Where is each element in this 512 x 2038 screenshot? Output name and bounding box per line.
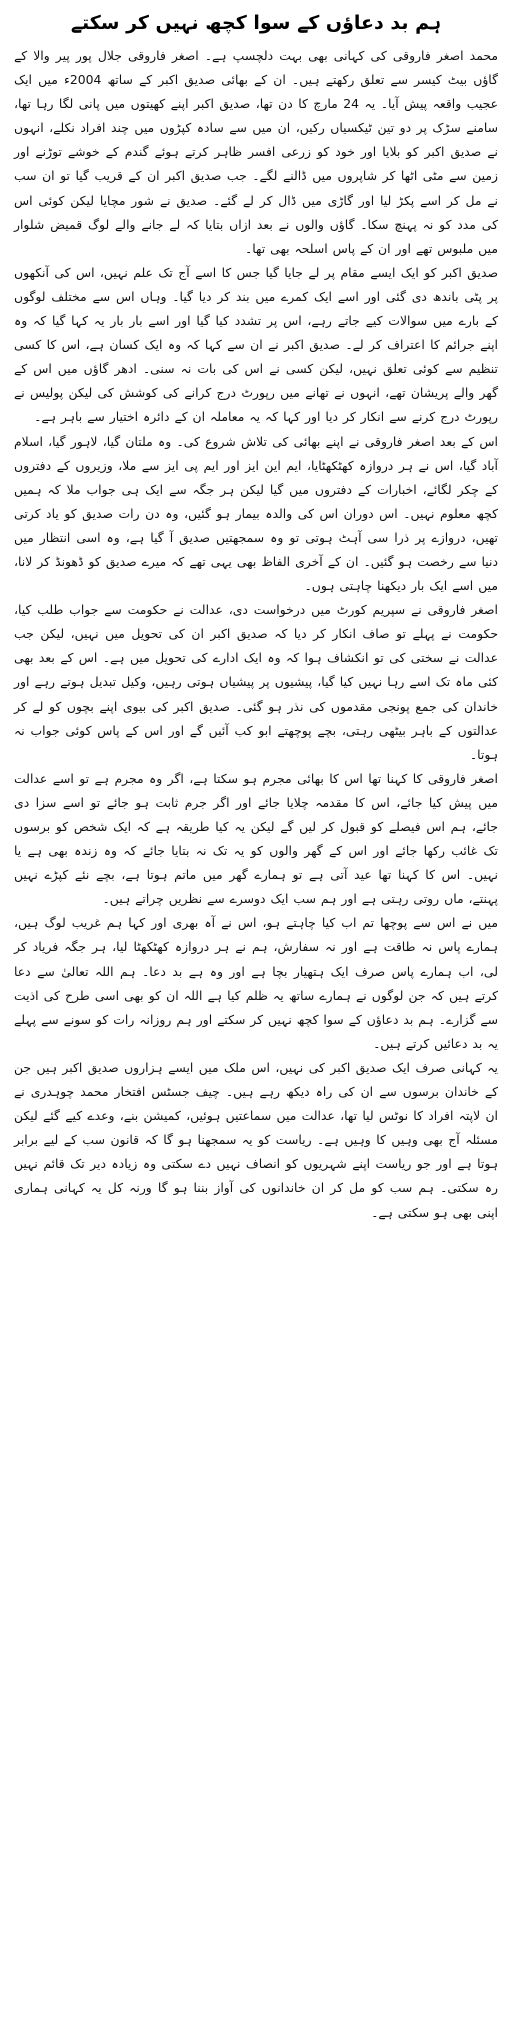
article-paragraph: میں نے اس سے پوچھا تم اب کیا چاہتے ہو، اس نے آہ بھری اور کہا ہم غریب لوگ ہیں، ہمارے پاس نہ طاقت ہے اور نہ سفارش، ہم نے ہر دروازہ کھٹکھٹا لیا، ہر جگہ فریاد کر لی، اب ہمارے پاس صرف ایک ہتھیار بچا ہے اور وہ ہے بد دعا۔ ہم اللہ تعالیٰ سے دعا کرتے ہیں کہ جن لوگوں نے ہمارے ساتھ یہ ظلم کیا ہے اللہ ان کو بھی اسی طرح کی اذیت سے گزارے۔ ہم بد دعاؤں کے سوا کچھ نہیں کر سکتے اور ہم روزانہ رات کو سونے سے پہلے یہ بد دعائیں کرتے ہیں۔ <box>13 915 498 1051</box>
article-paragraph: اصغر فاروقی کا کہنا تھا اس کا بھائی مجرم ہو سکتا ہے، اگر وہ مجرم ہے تو اسے عدالت میں پیش کیا جائے، اس کا مقدمہ چلایا جائے اور اگر جرم ثابت ہو جائے تو اسے سزا دی جائے، ہم اس فیصلے کو قبول کر لیں گے لیکن یہ کیا طریقہ ہے کہ ایک شخص کو برسوں تک غائب رکھا جائے اور اس کے گھر والوں کو یہ تک نہ بتایا جائے کہ وہ زندہ بھی ہے یا نہیں۔ اس کا کہنا تھا عید آتی ہے تو ہمارے گھر میں ماتم ہوتا ہے، بچے نئے کپڑے نہیں پہنتے، ماں روتی رہتی ہے اور ہم سب ایک دوسرے سے نظریں چراتے ہیں۔ <box>14 770 498 907</box>
article-paragraph: اصغر فاروقی نے سپریم کورٹ میں درخواست دی، عدالت نے حکومت سے جواب طلب کیا، حکومت نے پہلے تو صاف انکار کر دیا کہ صدیق اکبر ان کی تحویل میں نہیں، لیکن جب عدالت نے سختی کی تو انکشاف ہوا کہ وہ ایک ادارے کی تحویل میں ہے۔ اس کے بعد بھی کئی ماہ تک اسے رہا نہیں کیا گیا، پیشیوں پر پیشیاں ہوتی رہیں، وکیل تبدیل ہوتے رہے اور خاندان کی جمع پونجی مقدموں کی نذر ہو گئی۔ صدیق اکبر کی بیوی اپنے بچوں کو لے کر عدالتوں کے باہر بیٹھی رہتی، بچے پوچھتے ابو کب آئیں گے اور اس کے پاس کوئی جواب نہ ہوتا۔ <box>14 602 498 762</box>
article-paragraph: یہ کہانی صرف ایک صدیق اکبر کی نہیں، اس ملک میں ایسے ہزاروں صدیق اکبر ہیں جن کے خاندان برسوں سے ان کی راہ دیکھ رہے ہیں۔ چیف جسٹس افتخار محمد چوہدری نے ان لاپتہ افراد کا نوٹس لیا تھا، عدالت میں سماعتیں ہوئیں، کمیشن بنے، وعدے کیے گئے لیکن مسئلہ آج بھی وہیں کا وہیں ہے۔ ریاست کو یہ سمجھنا ہو گا کہ قانون سب کے لیے برابر ہوتا ہے اور جو ریاست اپنے شہریوں کو انصاف نہیں دے سکتی وہ زیادہ دیر تک قائم نہیں رہ سکتی۔ ہم سب کو مل کر ان خاندانوں کی آواز بننا ہو گا ورنہ کل یہ کہانی ہماری اپنی بھی ہو سکتی ہے۔ <box>14 1059 498 1220</box>
article-paragraph: صدیق اکبر کو ایک ایسے مقام پر لے جایا گیا جس کا اسے آج تک علم نہیں، اس کی آنکھوں پر پٹی باندھ دی گئی اور اسے ایک کمرے میں بند کر دیا گیا۔ وہاں اس سے مختلف لوگوں کے بارے میں سوالات کیے جاتے رہے، اس پر تشدد کیا گیا اور اسے بار بار یہ کہا گیا کہ وہ اپنے جرائم کا اعتراف کر لے۔ صدیق اکبر نے ان سے کہا کہ وہ ایک کسان ہے، اس کا کسی تنظیم سے کوئی تعلق نہیں، لیکن کسی نے اس کی بات نہ سنی۔ ادھر گاؤں میں اس کے گھر والے پریشان تھے، انہوں نے تھانے میں رپورٹ درج کرانے کی کوشش کی لیکن پولیس نے رپورٹ درج کرنے سے انکار کر دیا اور کہا کہ یہ معاملہ ان کے دائرہ اختیار سے باہر ہے۔ <box>14 264 498 425</box>
article-headline: ہم بد دعاؤں کے سوا کچھ نہیں کر سکتے <box>70 12 442 34</box>
article-body <box>14 44 498 1225</box>
article-paragraph: محمد اصغر فاروقی کی کہانی بھی بہت دلچسپ ہے۔ اصغر فاروقی جلال پور پیر والا کے گاؤں بیٹ کیسر سے تعلق رکھتے ہیں۔ ان کے بھائی صدیق اکبر کے ساتھ 2004ء میں ایک عجیب واقعہ پیش آیا۔ یہ 24 مارچ کا دن تھا، صدیق اکبر اپنے کھیتوں میں پانی لگا رہا تھا، سامنے سڑک پر دو تین ٹیکسیاں رکیں، ان میں سے سادہ کپڑوں میں چند افراد نکلے، انہوں نے صدیق اکبر کو بلایا اور خود کو زرعی افسر ظاہر کرتے ہوئے گندم کے خوشے توڑنے اور زمین سے مٹی اٹھا کر شاپروں میں ڈالنے لگے۔ جب صدیق اکبر ان کے قریب گیا تو ان سب نے مل کر اسے پکڑ لیا اور گاڑی میں ڈال کر لے گئے۔ صدیق نے شور مچایا لیکن کوئی اس کی مدد کو نہ پہنچ سکا۔ گاؤں والوں نے بعد ازاں بتایا کہ لے جانے والے لوگ قمیض شلوار میں ملبوس تھے اور ان کے پاس اسلحہ بھی تھا۔ <box>14 48 498 256</box>
article-paragraph: اس کے بعد اصغر فاروقی نے اپنے بھائی کی تلاش شروع کی۔ وہ ملتان گیا، لاہور گیا، اسلام آباد گیا، اس نے ہر دروازہ کھٹکھٹایا، ایم این ایز اور ایم پی ایز سے ملا، وزیروں کے دفتروں کے چکر لگائے، اخبارات کے دفتروں میں گیا لیکن ہر جگہ سے ایک ہی جواب ملا کہ ہمیں کچھ معلوم نہیں۔ اس دوران اس کی والدہ بیمار ہو گئیں، وہ دن رات صدیق کو یاد کرتی تھیں، دروازے پر ذرا سی آہٹ ہوتی تو وہ سمجھتیں صدیق آ گیا ہے، وہ اسی انتظار میں دنیا سے رخصت ہو گئیں۔ ان کے آخری الفاظ بھی یہی تھے کہ میرے صدیق کو ڈھونڈ کر لانا، میں اسے ایک بار دیکھنا چاہتی ہوں۔ <box>14 433 498 594</box>
